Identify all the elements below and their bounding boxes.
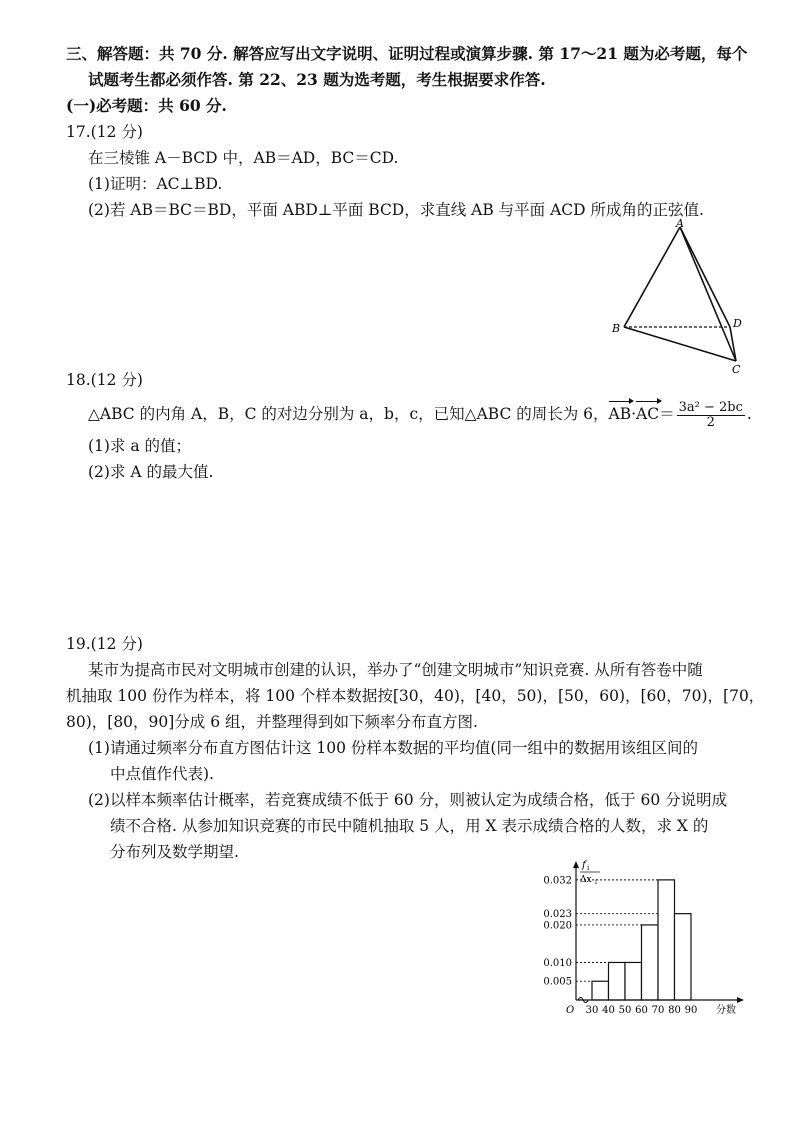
y-tick-label: 0.023 bbox=[543, 909, 572, 921]
vertex-label-A: A bbox=[676, 217, 684, 230]
vertex-label-D: D bbox=[733, 317, 742, 330]
section-subheading: (一)必考题：共 60 分. bbox=[66, 96, 227, 115]
q19-stem-line2: 机抽取 100 份作为样本，将 100 个样本数据按[30，40)，[40，50)，[50，60)，[60，70)，[70， bbox=[66, 687, 765, 705]
section-heading-line1: 三、解答题：共 70 分. 解答应写出文字说明、证明过程或演算步骤. 第 17～21 题为必考题，每个 bbox=[66, 44, 748, 63]
q17-part2: (2)若 AB＝BC＝BD，平面 ABD⊥平面 BCD，求直线 AB 与平面 ACD 所成角的正弦值. bbox=[88, 201, 704, 219]
x-tick-label: 90 bbox=[684, 1005, 698, 1016]
y-axis-label-numerator: f bbox=[582, 860, 586, 871]
frequency-histogram bbox=[520, 855, 750, 1020]
x-tick-label: 40 bbox=[602, 1005, 615, 1016]
q18-stem-text: △ABC 的内角 A，B，C 的对边分别为 a，b，c，已知△ABC 的周长为 6， bbox=[88, 405, 609, 423]
edge-AB bbox=[624, 227, 680, 327]
q19-part2-line2: 绩不合格. 从参加知识竞赛的市民中随机抽取 5 人，用 X 表示成绩合格的人数，求 X 的 bbox=[110, 817, 709, 835]
edge-AD bbox=[680, 227, 730, 327]
histogram-bar bbox=[675, 914, 692, 1000]
fraction-denominator: 2 bbox=[706, 414, 715, 430]
y-axis-label-denominator-subscript: i bbox=[595, 879, 597, 886]
x-tick-label: 30 bbox=[585, 1005, 599, 1016]
edge-DC bbox=[730, 327, 736, 361]
x-tick-label: 60 bbox=[635, 1005, 648, 1016]
histogram-bar bbox=[592, 981, 609, 1000]
vertex-label-C: C bbox=[732, 363, 741, 375]
x-axis-arrow bbox=[737, 997, 744, 1003]
x-tick-label: 70 bbox=[651, 1005, 665, 1016]
dot-operator: · bbox=[631, 405, 637, 423]
q19-part2-line1: (2)以样本频率估计概率，若竞赛成绩不低于 60 分，则被认定为成绩合格，低于 60 分说明成 bbox=[88, 791, 728, 809]
edge-AC bbox=[680, 227, 736, 361]
vertex-label-B: B bbox=[612, 322, 621, 335]
histogram-bar bbox=[658, 880, 675, 1000]
q18-stem bbox=[88, 400, 752, 430]
y-tick-label: 0.005 bbox=[543, 976, 572, 988]
origin-label: O bbox=[566, 1005, 575, 1016]
q19-part1-line1: (1)请通过频率分布直方图估计这 100 份样本数据的平均值(同一组中的数据用该组区间的 bbox=[88, 739, 698, 757]
section-heading-line2: 试题考生都必须作答. 第 22、23 题为选考题，考生根据要求作答. bbox=[88, 70, 546, 89]
histogram-bar bbox=[609, 962, 626, 1000]
y-axis-arrow bbox=[573, 861, 579, 868]
x-tick-label: 80 bbox=[668, 1005, 681, 1016]
q17-number: 17.(12 分) bbox=[66, 123, 143, 141]
q19-number: 19.(12 分) bbox=[66, 635, 143, 653]
fraction bbox=[677, 401, 745, 430]
vector-ac: AC bbox=[636, 400, 659, 428]
x-axis-label: 分数 bbox=[716, 1005, 736, 1016]
q17-stem: 在三棱锥 A－BCD 中，AB＝AD，BC＝CD. bbox=[88, 149, 399, 167]
q17-part1: (1)证明：AC⊥BD. bbox=[88, 175, 223, 193]
q19-stem-line1: 某市为提高市民对文明城市创建的认识，举办了“创建文明城市”知识竞赛. 从所有答卷中随 bbox=[88, 661, 703, 679]
y-tick-label: 0.032 bbox=[543, 875, 572, 887]
q17-tetrahedron-figure bbox=[600, 215, 760, 375]
q18-number: 18.(12 分) bbox=[66, 371, 143, 389]
q18-part1: (1)求 a 的值； bbox=[88, 437, 192, 455]
q19-part2-line3: 分布列及数学期望. bbox=[110, 843, 239, 861]
edge-BC bbox=[624, 327, 736, 361]
histogram-bar bbox=[625, 962, 642, 1000]
q18-part2: (2)求 A 的最大值. bbox=[88, 463, 214, 481]
q19-stem-line3: 80)，[80，90]分成 6 组，并整理得到如下频率分布直方图. bbox=[66, 713, 478, 731]
q18-stem-end: . bbox=[746, 405, 752, 423]
y-axis-label-denominator: Δx bbox=[580, 875, 592, 885]
y-axis-label-numerator-subscript: i bbox=[587, 864, 590, 872]
histogram-bar bbox=[642, 925, 659, 1000]
x-tick-label: 50 bbox=[618, 1005, 632, 1016]
q19-part1-line2: 中点值作代表). bbox=[110, 765, 214, 783]
y-tick-label: 0.010 bbox=[543, 957, 572, 969]
equals-sign: ＝ bbox=[659, 405, 675, 423]
y-tick-label: 0.020 bbox=[543, 920, 572, 932]
fraction-numerator: 3a² − 2bc bbox=[678, 399, 743, 415]
vector-ab: AB bbox=[609, 400, 632, 428]
